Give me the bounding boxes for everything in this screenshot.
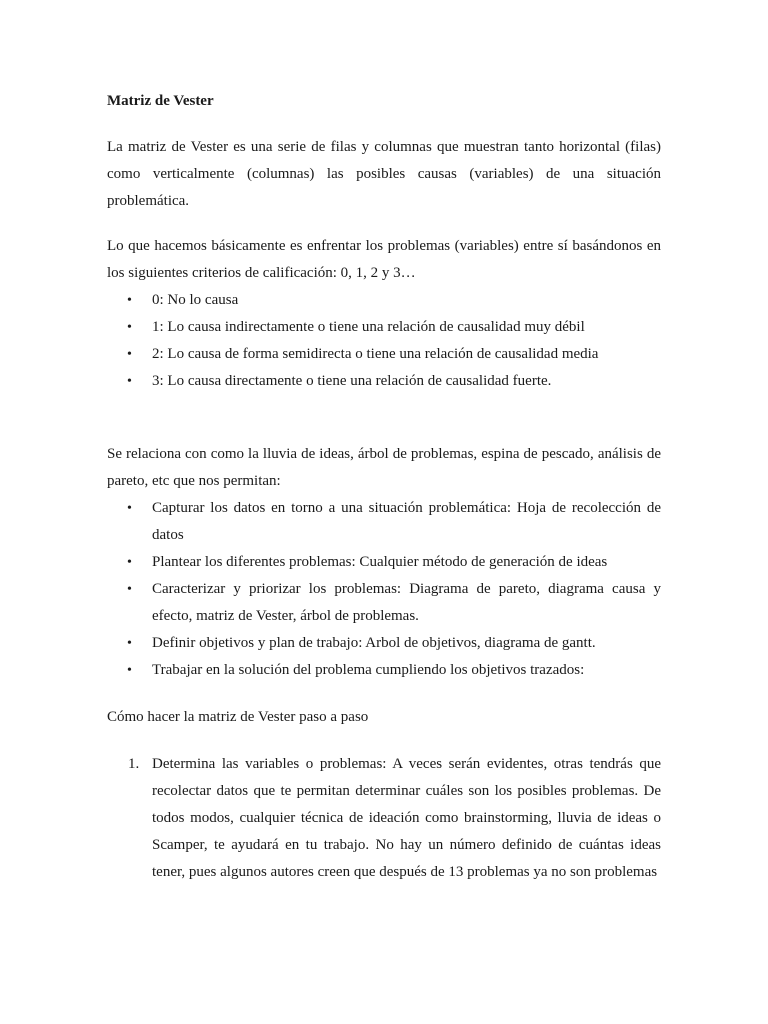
steps-list	[107, 751, 661, 886]
list-item-text: 3: Lo causa directamente o tiene una relación de causalidad fuerte.	[152, 373, 552, 389]
list-item	[107, 341, 661, 368]
document-title: Matriz de Vester	[107, 93, 214, 109]
bullet-icon: •	[127, 663, 132, 678]
criteria-list	[107, 287, 661, 395]
list-item	[107, 314, 661, 341]
bullet-icon: •	[127, 636, 132, 651]
list-item	[107, 549, 661, 576]
list-item-text: Definir objetivos y plan de trabajo: Arbol de objetivos, diagrama de gantt.	[152, 635, 596, 651]
bullet-icon: •	[127, 501, 132, 516]
tools-list	[107, 495, 661, 684]
step-text: Determina las variables o problemas: A veces serán evidentes, otras tendrás que recolectar datos que te permitan determinar cuáles son los posibles problemas. De todos modos, cualquier técnica de ideación como brainstorming, lluvia de ideas o Scamper, te ayudará en tu trabajo. No hay un número definido de cuántas ideas tener, pues algunos autores creen que después de 13 problemas ya no son problemas	[152, 756, 661, 880]
list-item-text: 1: Lo causa indirectamente o tiene una relación de causalidad muy débil	[152, 319, 585, 335]
bullet-icon: •	[127, 582, 132, 597]
list-item-text: 0: No lo causa	[152, 292, 239, 308]
list-item	[107, 657, 661, 684]
bullet-icon: •	[127, 347, 132, 362]
step-item	[107, 751, 661, 886]
bullet-icon: •	[127, 320, 132, 335]
list-item	[107, 368, 661, 395]
criteria-paragraph: Lo que hacemos básicamente es enfrentar los problemas (variables) entre sí basándonos en los siguientes criterios de calificación: 0, 1, 2 y 3…	[107, 238, 661, 281]
list-item	[107, 630, 661, 657]
list-item-text: Capturar los datos en torno a una situación problemática: Hoja de recolección de datos	[152, 500, 661, 543]
bullet-icon: •	[127, 555, 132, 570]
intro-paragraph: La matriz de Vester es una serie de filas y columnas que muestran tanto horizontal (filas) como verticalmente (columnas) las posibles causas (variables) de una situación problemática.	[107, 139, 661, 209]
list-item	[107, 576, 661, 630]
list-item	[107, 287, 661, 314]
document-page	[107, 88, 661, 886]
howto-heading: Cómo hacer la matriz de Vester paso a paso	[107, 709, 369, 725]
list-item-text: 2: Lo causa de forma semidirecta o tiene una relación de causalidad media	[152, 346, 599, 362]
list-item-text: Trabajar en la solución del problema cumpliendo los objetivos trazados:	[152, 662, 585, 678]
list-item-text: Plantear los diferentes problemas: Cualquier método de generación de ideas	[152, 554, 608, 570]
list-item	[107, 495, 661, 549]
step-number: 1.	[128, 756, 140, 772]
list-item-text: Caracterizar y priorizar los problemas: Diagrama de pareto, diagrama causa y efecto, matriz de Vester, árbol de problemas.	[152, 581, 661, 624]
bullet-icon: •	[127, 374, 132, 389]
bullet-icon: •	[127, 293, 132, 308]
relation-paragraph: Se relaciona con como la lluvia de ideas, árbol de problemas, espina de pescado, análisis de pareto, etc que nos permitan:	[107, 446, 661, 489]
